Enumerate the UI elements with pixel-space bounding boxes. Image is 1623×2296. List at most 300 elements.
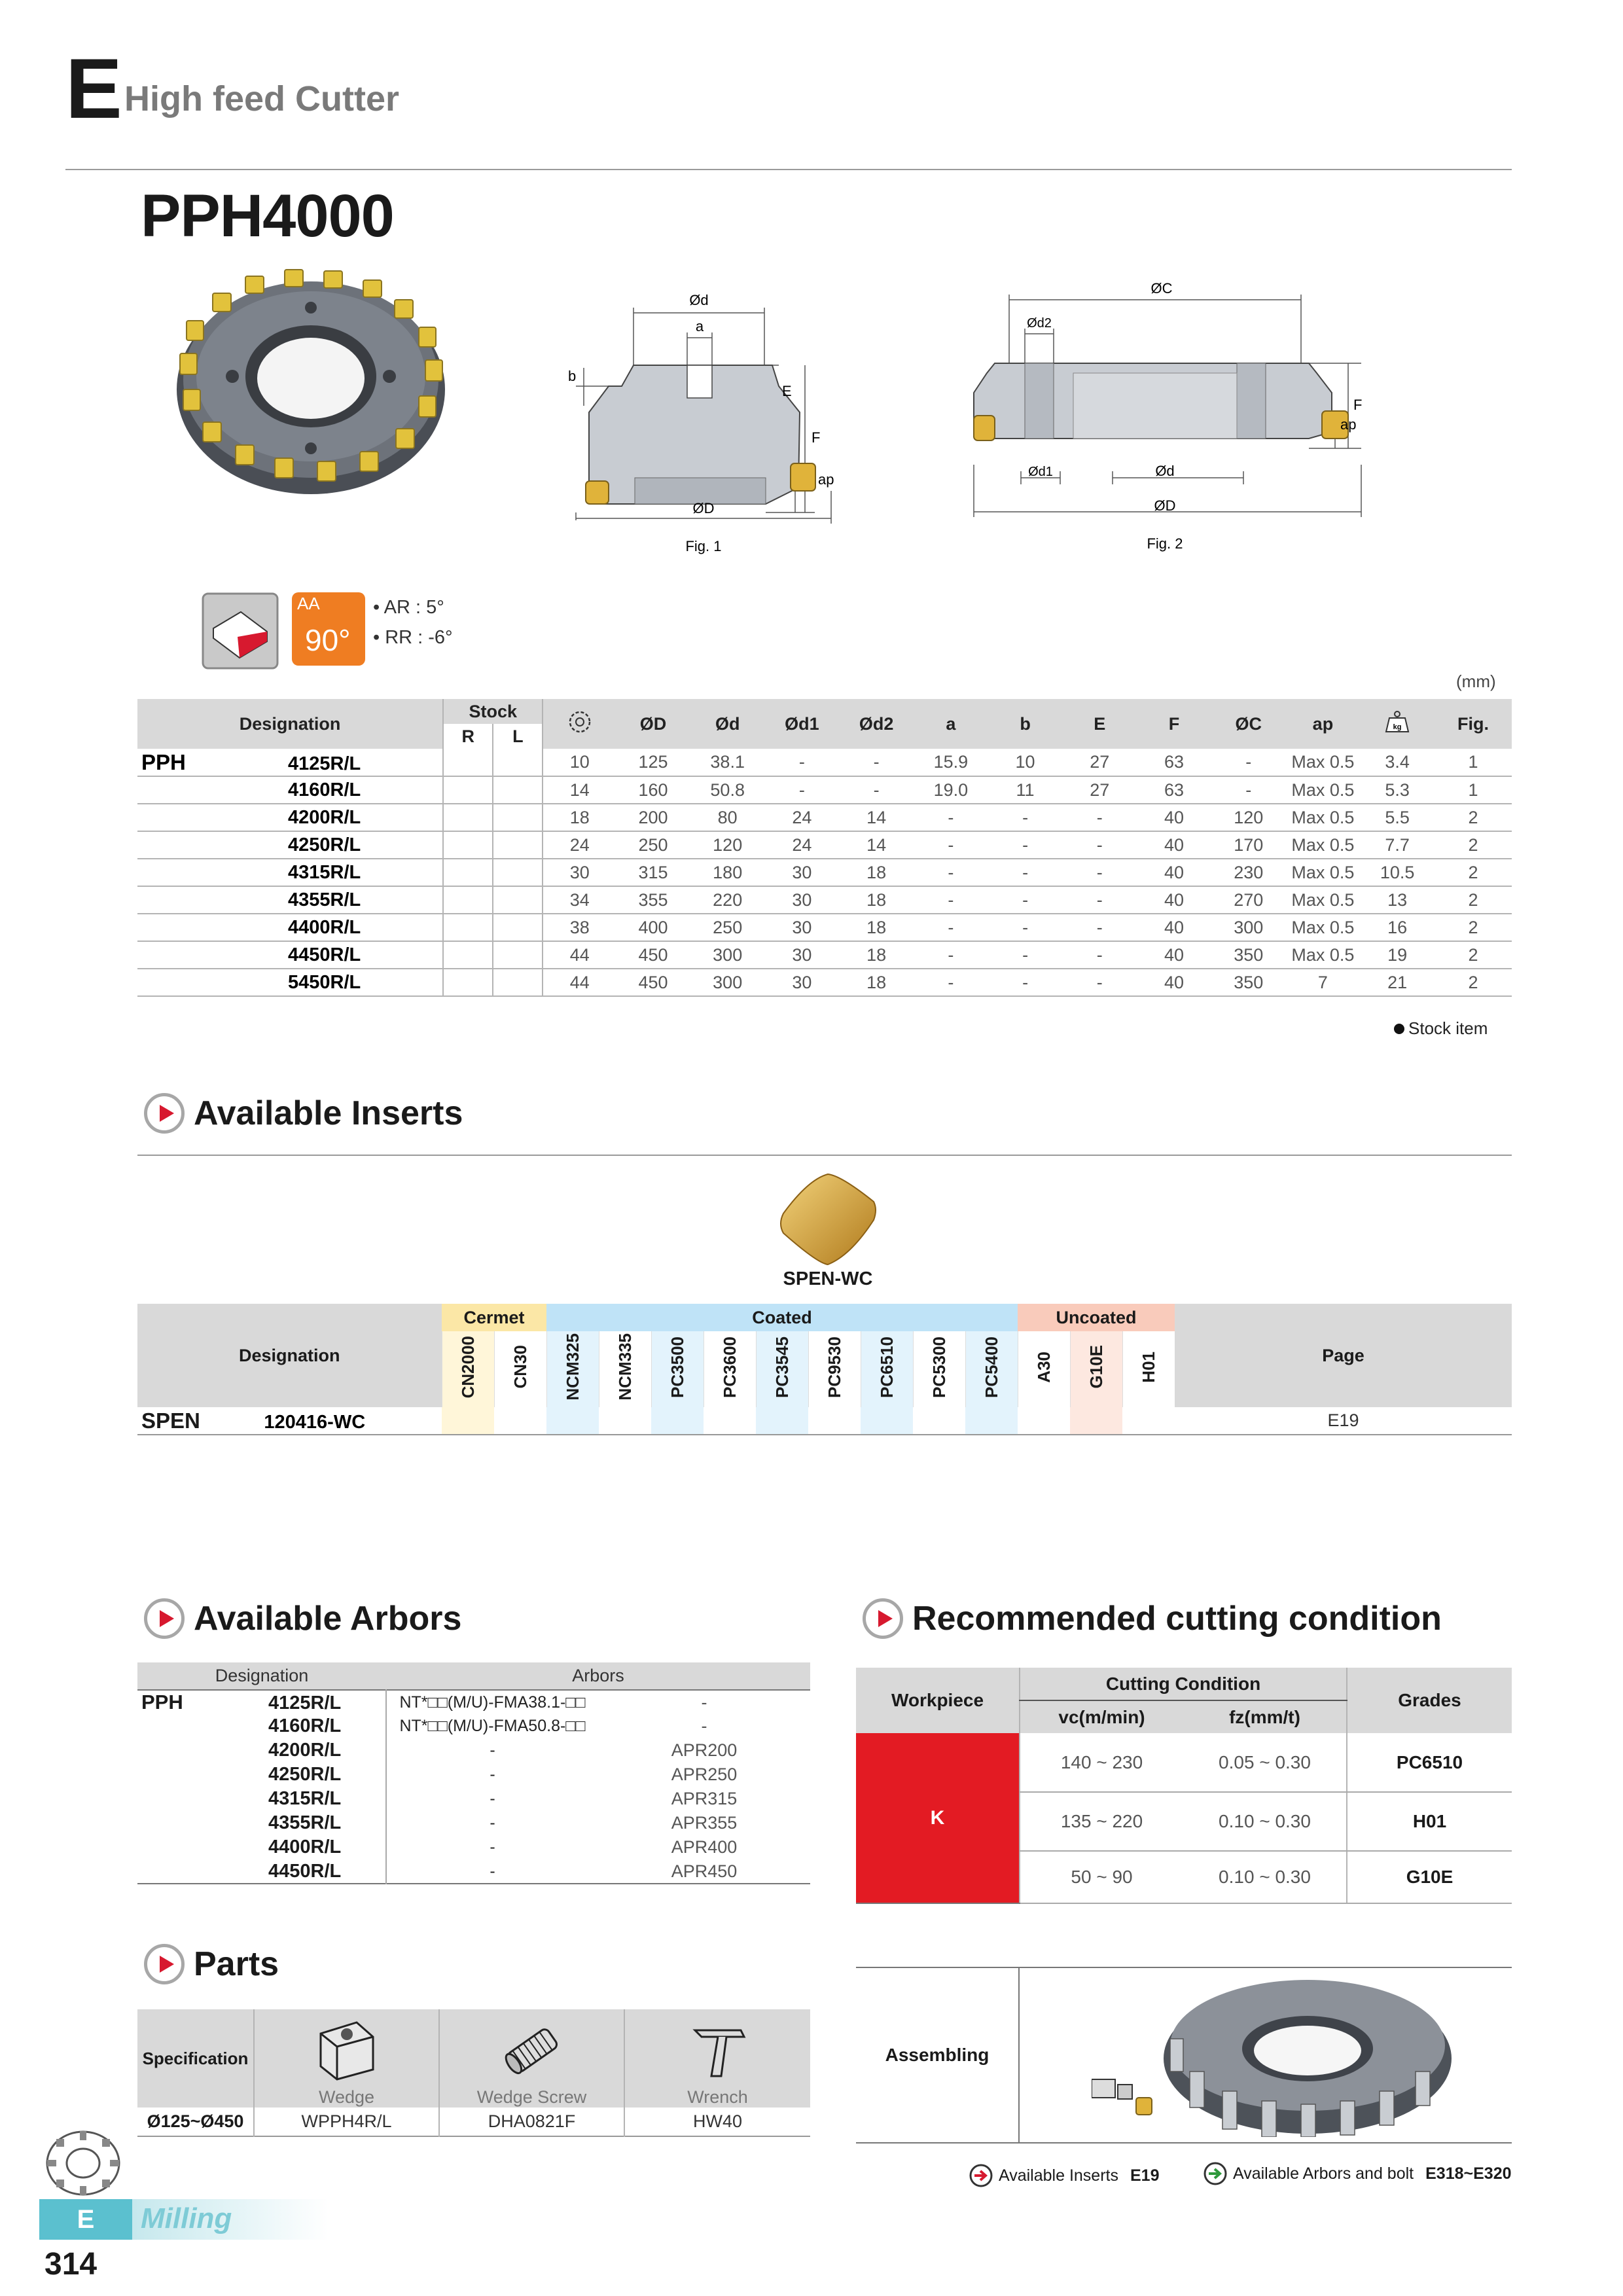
cell-d: 50.8 <box>690 776 765 804</box>
table-row <box>137 914 1512 941</box>
fig2-label-ap: ap <box>1340 416 1357 433</box>
fig1-label-a: a <box>695 318 704 334</box>
grade-pc3600: PC3600 <box>719 1336 740 1398</box>
ar-angle: • AR : 5° <box>373 597 444 618</box>
col-stock: Stock <box>443 699 543 724</box>
cell-F: 40 <box>1137 914 1211 941</box>
table-row <box>137 776 1512 804</box>
ref-inserts[interactable]: Available Inserts E19 <box>969 2163 1159 2188</box>
table-row <box>137 831 1512 859</box>
fig1-label-d: Ød <box>689 292 709 308</box>
cell-d: 300 <box>690 941 765 969</box>
cell-C: - <box>1211 776 1286 804</box>
cell-z: 18 <box>543 804 616 831</box>
cell-F: 40 <box>1137 969 1211 996</box>
cell-E: - <box>1062 804 1137 831</box>
cut-col-workpiece: Workpiece <box>891 1690 984 1710</box>
cell-a: - <box>914 969 988 996</box>
cell-d2: 18 <box>839 941 914 969</box>
cell-z: 14 <box>543 776 616 804</box>
parts-screw: DHA0821F <box>439 2108 624 2136</box>
cell-E: 27 <box>1062 749 1137 776</box>
dimension-table <box>137 699 1512 997</box>
arb-ft: - <box>490 1741 495 1759</box>
cell-kg: 5.3 <box>1360 776 1435 804</box>
grade: H01 <box>1347 1792 1512 1851</box>
col-ap: ap <box>1286 699 1361 749</box>
stock-r <box>443 969 493 996</box>
cell-a: - <box>914 914 988 941</box>
cell-C: 170 <box>1211 831 1286 859</box>
arb-ft: - <box>490 1789 495 1808</box>
ins-page: E19 <box>1327 1410 1359 1430</box>
grade-pc6510: PC6510 <box>876 1336 897 1398</box>
cell-D: 200 <box>616 804 690 831</box>
cell-d1: - <box>765 776 840 804</box>
cell-d1: 30 <box>765 914 840 941</box>
grade-ncm335: NCM335 <box>615 1333 635 1401</box>
col-C: ØC <box>1211 699 1286 749</box>
cell-kg: 10.5 <box>1360 859 1435 886</box>
cut-col-vc: vc(m/min) <box>1020 1700 1183 1733</box>
cell-a: 15.9 <box>914 749 988 776</box>
arb-apr: APR200 <box>671 1740 738 1760</box>
stock-l <box>493 941 543 969</box>
stock-r <box>443 804 493 831</box>
arb-ft: NT*□□(M/U)-FMA38.1-□□ <box>399 1693 586 1712</box>
assembly-image <box>1092 1973 1458 2137</box>
page-number: 314 <box>45 2247 98 2282</box>
cell-d: 38.1 <box>690 749 765 776</box>
cell-C: 300 <box>1211 914 1286 941</box>
vc: 140 ~ 230 <box>1020 1733 1183 1792</box>
table-row <box>137 886 1512 914</box>
cell-b: 10 <box>988 749 1063 776</box>
stock-r <box>443 941 493 969</box>
stock-l <box>493 804 543 831</box>
stock-r <box>443 749 493 776</box>
table-row <box>137 941 1512 969</box>
grade-ncm325: NCM325 <box>562 1333 582 1401</box>
cell-kg: 19 <box>1360 941 1435 969</box>
col-stock-l: L <box>493 724 543 749</box>
arb-col-designation: Designation <box>137 1662 386 1690</box>
cell-d: 80 <box>690 804 765 831</box>
cell-d2: 18 <box>839 969 914 996</box>
designation: 4355R/L <box>288 889 361 910</box>
arb-apr: APR400 <box>671 1837 738 1857</box>
cell-C: 230 <box>1211 859 1286 886</box>
fig2-label-d2: Ød2 <box>1027 316 1052 331</box>
grade-cn2000: CN2000 <box>457 1335 478 1399</box>
designation: 4315R/L <box>288 861 361 883</box>
fig2-label-D: ØD <box>1154 497 1176 514</box>
fig2-caption: Fig. 2 <box>1147 535 1183 552</box>
stock-r <box>443 886 493 914</box>
section-play-icon <box>144 1598 185 1639</box>
parts-col-wrench: Wrench <box>687 2087 748 2107</box>
inserts-table <box>137 1304 1512 1435</box>
cell-E: - <box>1062 859 1137 886</box>
stock-dot-icon <box>1394 1024 1404 1034</box>
fig2-label-c: ØC <box>1150 281 1173 296</box>
designation: 4125R/L <box>288 753 361 774</box>
angle-badge: AA 90° <box>292 592 365 666</box>
cell-z: 24 <box>543 831 616 859</box>
cell-fig: 2 <box>1435 941 1512 969</box>
arb-apr: APR355 <box>671 1813 738 1833</box>
cell-z: 30 <box>543 859 616 886</box>
arb-apr: - <box>701 1692 707 1712</box>
cell-E: - <box>1062 969 1137 996</box>
cell-D: 160 <box>616 776 690 804</box>
parts-heading: Parts <box>144 1944 279 1984</box>
stock-r <box>443 914 493 941</box>
col-F: F <box>1137 699 1211 749</box>
cell-d1: 30 <box>765 886 840 914</box>
cell-D: 315 <box>616 859 690 886</box>
cell-D: 450 <box>616 941 690 969</box>
col-D: ØD <box>616 699 690 749</box>
footer-tab-letter: E <box>39 2199 132 2240</box>
cell-fig: 2 <box>1435 886 1512 914</box>
arb-ft: NT*□□(M/U)-FMA50.8-□□ <box>399 1717 586 1735</box>
ins-col-designation: Designation <box>137 1304 442 1407</box>
cutter-image <box>167 262 455 504</box>
cell-fig: 1 <box>1435 749 1512 776</box>
group-uncoated: Uncoated <box>1018 1304 1175 1331</box>
cell-F: 40 <box>1137 831 1211 859</box>
svg-text:kg: kg <box>1393 723 1402 731</box>
grade: PC6510 <box>1347 1733 1512 1792</box>
cell-kg: 3.4 <box>1360 749 1435 776</box>
col-designation: Designation <box>137 699 443 749</box>
cell-b: - <box>988 804 1063 831</box>
parts-col-wedge: Wedge <box>318 2087 375 2107</box>
arb-designation: 4125R/L <box>268 1693 342 1713</box>
cell-ap: Max 0.5 <box>1286 859 1361 886</box>
cell-fig: 2 <box>1435 831 1512 859</box>
cell-ap: Max 0.5 <box>1286 776 1361 804</box>
fig2-label-d1: Ød1 <box>1028 465 1053 479</box>
fig1-label-b: b <box>568 368 577 384</box>
cell-C: 120 <box>1211 804 1286 831</box>
table-row <box>137 1859 810 1884</box>
cell-kg: 13 <box>1360 886 1435 914</box>
cell-z: 38 <box>543 914 616 941</box>
arbors-heading: Available Arbors <box>144 1598 461 1639</box>
cell-a: - <box>914 941 988 969</box>
cell-b: - <box>988 859 1063 886</box>
cell-d2: 18 <box>839 914 914 941</box>
table-row <box>137 1811 810 1835</box>
col-E: E <box>1062 699 1137 749</box>
designation: 4250R/L <box>288 834 361 855</box>
grade-cell <box>704 1407 756 1435</box>
cell-E: - <box>1062 831 1137 859</box>
designation: 5450R/L <box>288 971 361 993</box>
grade-pc3545: PC3545 <box>772 1336 792 1398</box>
grade-h01: H01 <box>1138 1351 1158 1383</box>
grade-cell <box>546 1407 599 1435</box>
cell-d2: 18 <box>839 886 914 914</box>
cell-F: 40 <box>1137 941 1211 969</box>
unit-label: (mm) <box>1456 672 1496 691</box>
cell-fig: 2 <box>1435 804 1512 831</box>
ins-col-page: Page <box>1175 1304 1512 1407</box>
table-row <box>137 1763 810 1787</box>
cell-d2: - <box>839 749 914 776</box>
grade-cell <box>599 1407 651 1435</box>
series-prefix: PPH <box>141 749 186 774</box>
cell-fig: 1 <box>1435 776 1512 804</box>
cell-d: 300 <box>690 969 765 996</box>
fig2-label-d: Ød <box>1155 463 1175 479</box>
stock-r <box>443 831 493 859</box>
cell-d2: 14 <box>839 831 914 859</box>
arb-apr: APR250 <box>671 1765 738 1784</box>
cell-b: 11 <box>988 776 1063 804</box>
cell-d1: - <box>765 749 840 776</box>
col-b: b <box>988 699 1063 749</box>
stock-note: Stock item <box>1394 1018 1488 1039</box>
screw-icon <box>496 2017 568 2083</box>
table-row <box>137 1787 810 1811</box>
grade-a30: A30 <box>1033 1351 1054 1383</box>
grade-cell <box>861 1407 913 1435</box>
grade-pc3500: PC3500 <box>667 1336 687 1398</box>
arb-designation: 4250R/L <box>268 1764 342 1785</box>
cutting-table <box>856 1668 1512 1904</box>
arb-designation: 4315R/L <box>268 1788 342 1809</box>
arb-col-arbors: Arbors <box>386 1662 810 1690</box>
cut-col-condition: Cutting Condition <box>1020 1668 1347 1700</box>
cell-C: 350 <box>1211 941 1286 969</box>
cell-ap: Max 0.5 <box>1286 831 1361 859</box>
cell-ap: 7 <box>1286 969 1361 996</box>
table-row <box>137 1835 810 1859</box>
grade-cell <box>756 1407 808 1435</box>
arrow-right-icon <box>969 2163 993 2188</box>
insert-image <box>776 1170 880 1268</box>
arb-designation: 4400R/L <box>268 1837 342 1857</box>
cell-kg: 16 <box>1360 914 1435 941</box>
figure-2 <box>969 281 1394 563</box>
fz: 0.10 ~ 0.30 <box>1183 1851 1347 1903</box>
cell-ap: Max 0.5 <box>1286 804 1361 831</box>
grade-pc9530: PC9530 <box>824 1336 844 1398</box>
cell-b: - <box>988 831 1063 859</box>
model-title: PPH4000 <box>141 183 394 249</box>
cell-z: 44 <box>543 941 616 969</box>
cell-F: 40 <box>1137 804 1211 831</box>
cell-a: 19.0 <box>914 776 988 804</box>
cell-d2: 14 <box>839 804 914 831</box>
arrow-right-icon <box>1203 2161 1228 2186</box>
stock-l <box>493 776 543 804</box>
table-row <box>137 1738 810 1763</box>
col-kg <box>1360 699 1435 749</box>
arb-apr: APR450 <box>671 1861 738 1881</box>
workpiece-k: K <box>856 1733 1020 1903</box>
arb-ft: - <box>490 1765 495 1784</box>
arb-designation: 4355R/L <box>268 1812 342 1833</box>
insert-name: SPEN-WC <box>783 1268 873 1289</box>
assembling-box <box>856 1967 1512 2144</box>
ins-code: 120416-WC <box>264 1411 366 1433</box>
col-d: Ød <box>690 699 765 749</box>
designation: 4400R/L <box>288 916 361 938</box>
stock-l <box>493 914 543 941</box>
cell-d1: 30 <box>765 969 840 996</box>
cell-z: 10 <box>543 749 616 776</box>
fig2-label-f: F <box>1353 397 1363 413</box>
cell-d2: - <box>839 776 914 804</box>
arb-designation: 4450R/L <box>268 1860 342 1882</box>
parts-wrench: HW40 <box>624 2108 810 2136</box>
col-a: a <box>914 699 988 749</box>
fz: 0.10 ~ 0.30 <box>1183 1792 1347 1851</box>
cell-d1: 30 <box>765 941 840 969</box>
arb-apr: APR315 <box>671 1789 738 1808</box>
cell-F: 40 <box>1137 886 1211 914</box>
inserts-heading: Available Inserts <box>144 1093 463 1134</box>
cell-d: 250 <box>690 914 765 941</box>
grade-cell <box>442 1407 494 1435</box>
cell-D: 355 <box>616 886 690 914</box>
arbors-table <box>137 1662 810 1884</box>
insert-shape-icon <box>202 592 279 670</box>
table-row <box>137 859 1512 886</box>
cell-d: 220 <box>690 886 765 914</box>
grade-cell <box>965 1407 1018 1435</box>
fig1-caption: Fig. 1 <box>685 538 722 554</box>
cell-kg: 5.5 <box>1360 804 1435 831</box>
cell-z: 44 <box>543 969 616 996</box>
cell-z: 34 <box>543 886 616 914</box>
parts-wedge: WPPH4R/L <box>254 2108 439 2136</box>
arb-designation: 4160R/L <box>268 1715 342 1736</box>
fig1-label-f: F <box>812 429 821 446</box>
grade-cell <box>1070 1407 1122 1435</box>
ins-prefix: SPEN <box>141 1408 200 1433</box>
cell-b: - <box>988 914 1063 941</box>
cell-fig: 2 <box>1435 859 1512 886</box>
table-row <box>137 969 1512 996</box>
grade: G10E <box>1347 1851 1512 1903</box>
grade-cell <box>808 1407 861 1435</box>
section-title: High feed Cutter <box>124 79 400 118</box>
weight-icon <box>1384 710 1410 734</box>
header-divider <box>65 169 1512 170</box>
cell-D: 125 <box>616 749 690 776</box>
parts-table <box>137 2009 810 2137</box>
grade-cell <box>1122 1407 1175 1435</box>
grade-pc5400: PC5400 <box>981 1336 1001 1398</box>
cell-ap: Max 0.5 <box>1286 941 1361 969</box>
cell-C: 270 <box>1211 886 1286 914</box>
cell-F: 40 <box>1137 859 1211 886</box>
footer-cutter-icon <box>41 2127 126 2199</box>
parts-col-screw: Wedge Screw <box>476 2087 587 2107</box>
footer-tab-text: Milling <box>141 2202 232 2234</box>
cell-d2: 18 <box>839 859 914 886</box>
fig1-label-e: E <box>782 383 792 399</box>
section-play-icon <box>144 1093 185 1134</box>
cell-E: - <box>1062 914 1137 941</box>
grade-pc5300: PC5300 <box>929 1336 949 1398</box>
cell-a: - <box>914 859 988 886</box>
cell-b: - <box>988 941 1063 969</box>
teeth-icon <box>567 709 593 735</box>
ref-arbors[interactable]: Available Arbors and bolt E318~E320 <box>1203 2161 1512 2186</box>
cell-kg: 21 <box>1360 969 1435 996</box>
cut-col-grades: Grades <box>1347 1668 1512 1733</box>
rr-angle: • RR : -6° <box>373 627 453 648</box>
cell-E: - <box>1062 941 1137 969</box>
table-row <box>137 804 1512 831</box>
cell-fig: 2 <box>1435 969 1512 996</box>
arb-apr: - <box>701 1716 707 1736</box>
cell-d1: 24 <box>765 831 840 859</box>
table-row: PPH 4125R/L NT*□□(M/U)-FMA38.1-□□ - <box>137 1690 810 1714</box>
cell-d: 120 <box>690 831 765 859</box>
table-row <box>856 1733 1512 1792</box>
stock-l <box>493 859 543 886</box>
fz: 0.05 ~ 0.30 <box>1183 1733 1347 1792</box>
designation: 4200R/L <box>288 806 361 828</box>
designation: 4450R/L <box>288 944 361 965</box>
table-row <box>137 1714 810 1738</box>
figure-1 <box>556 288 897 563</box>
stock-l <box>493 831 543 859</box>
cell-C: 350 <box>1211 969 1286 996</box>
designation: 4160R/L <box>288 779 361 800</box>
cell-b: - <box>988 886 1063 914</box>
parts-spec-label: Specification <box>142 2048 249 2068</box>
vc: 135 ~ 220 <box>1020 1792 1183 1851</box>
cutting-heading: Recommended cutting condition <box>863 1598 1442 1639</box>
cut-col-fz: fz(mm/t) <box>1229 1706 1300 1727</box>
cell-d1: 30 <box>765 859 840 886</box>
assembling-label: Assembling <box>856 1968 1020 2142</box>
cell-D: 250 <box>616 831 690 859</box>
wedge-icon <box>311 2017 383 2083</box>
arb-ft: - <box>490 1814 495 1832</box>
group-coated: Coated <box>546 1304 1018 1331</box>
grade-g10e: G10E <box>1086 1345 1106 1389</box>
stock-l <box>493 969 543 996</box>
cell-D: 400 <box>616 914 690 941</box>
stock-l <box>493 749 543 776</box>
fig1-label-D: ØD <box>692 500 715 516</box>
stock-r <box>443 859 493 886</box>
parts-spec: Ø125~Ø450 <box>147 2111 244 2131</box>
cell-a: - <box>914 831 988 859</box>
arb-ft: - <box>490 1861 495 1880</box>
stock-l <box>493 886 543 914</box>
cell-ap: Max 0.5 <box>1286 914 1361 941</box>
cell-a: - <box>914 886 988 914</box>
cell-d: 180 <box>690 859 765 886</box>
cell-b: - <box>988 969 1063 996</box>
cell-fig: 2 <box>1435 914 1512 941</box>
table-row <box>137 749 1512 776</box>
col-d1: Ød1 <box>765 699 840 749</box>
col-fig: Fig. <box>1435 699 1512 749</box>
vc: 50 ~ 90 <box>1020 1851 1183 1903</box>
grade-cn30: CN30 <box>510 1345 530 1389</box>
